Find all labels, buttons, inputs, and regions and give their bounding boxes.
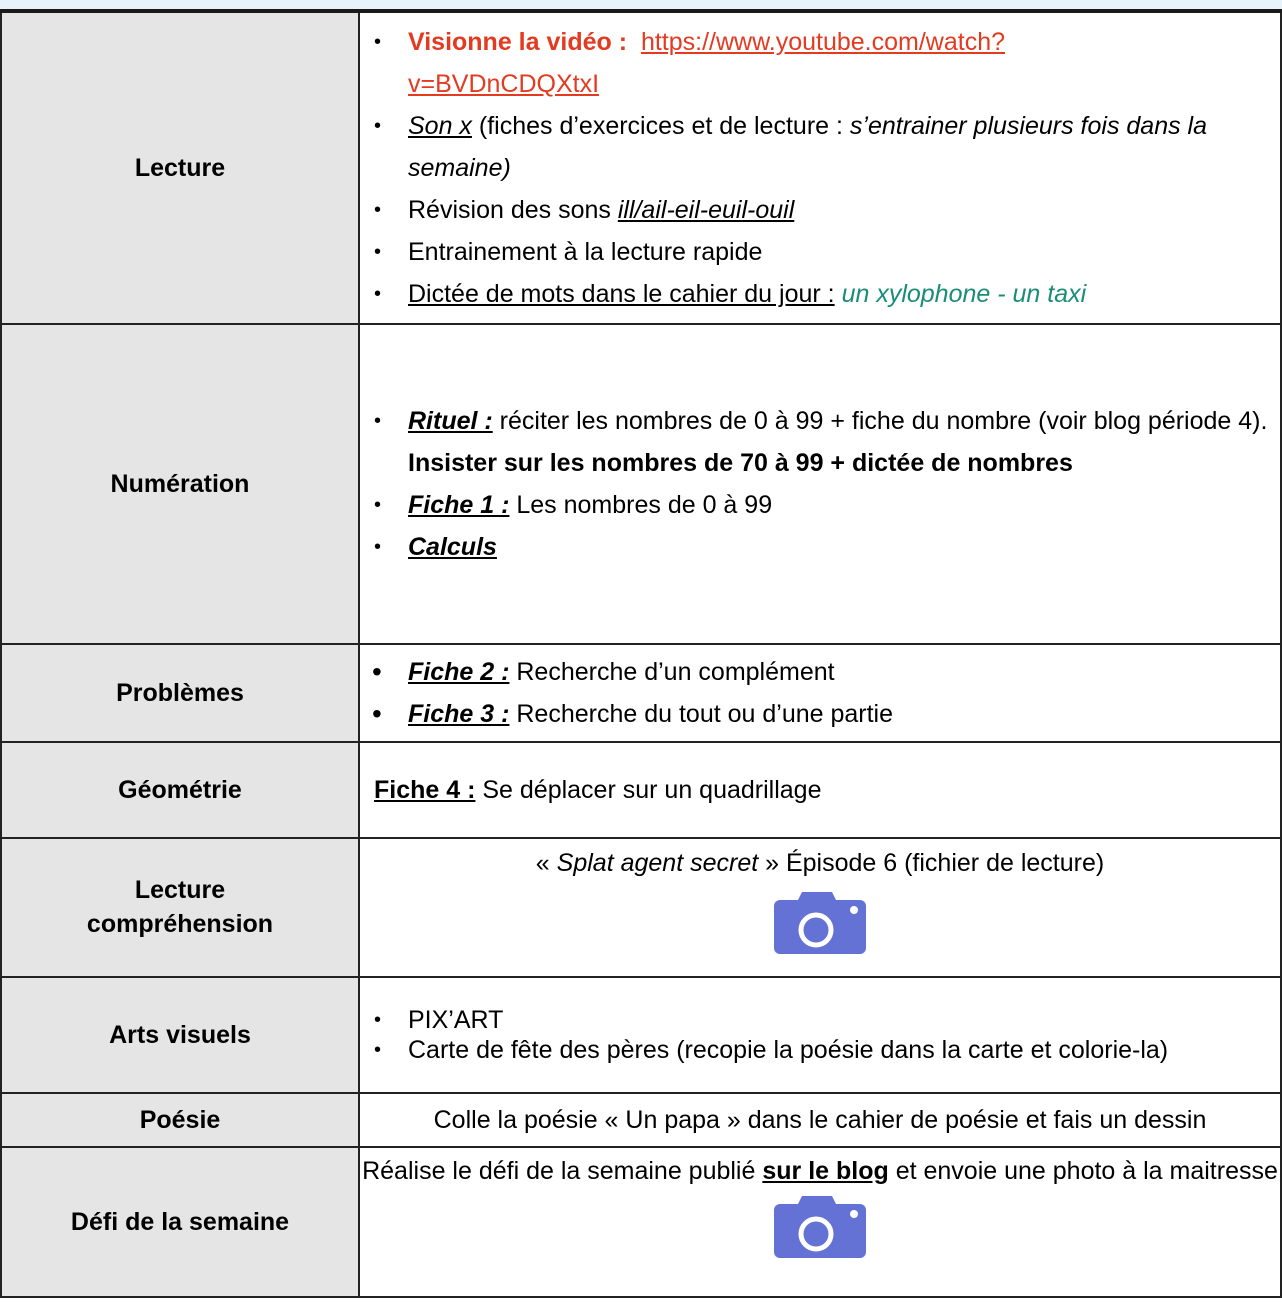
list-item: • Fiche 2 : Recherche d’un complément xyxy=(408,651,1270,693)
subject-numeration: Numération xyxy=(1,324,359,644)
row-defi xyxy=(1,1147,1281,1297)
row-comprehension xyxy=(1,838,1281,977)
calculs-label: Calculs xyxy=(408,532,497,561)
content-problemes xyxy=(359,644,1281,742)
rituel-label: Rituel : xyxy=(408,406,493,435)
fiche2-label: Fiche 2 : xyxy=(408,657,510,686)
subject-lecture: Lecture xyxy=(1,12,359,324)
list-item: • Fiche 3 : Recherche du tout ou d’une partie xyxy=(408,693,1270,735)
row-problemes xyxy=(1,644,1281,742)
fiche4-label: Fiche 4 : xyxy=(374,775,476,804)
subject-defi: Défi de la semaine xyxy=(1,1147,359,1297)
fiche1-label: Fiche 1 : xyxy=(408,490,510,519)
blog-link[interactable]: sur le blog xyxy=(762,1156,889,1185)
row-geometrie xyxy=(1,742,1281,838)
subject-comprehension: Lecture compréhension xyxy=(1,838,359,977)
row-arts xyxy=(1,977,1281,1093)
row-lecture xyxy=(1,12,1281,324)
video-link[interactable]: https://www.youtube.com/watch? v=BVDnCDQXtxI xyxy=(408,27,1006,98)
subject-poesie: Poésie xyxy=(1,1093,359,1147)
dictee-label: Dictée de mots dans le cahier du jour : xyxy=(408,279,835,308)
content-arts xyxy=(359,977,1281,1093)
list-item xyxy=(408,526,1270,568)
list-item: • PIX’ART xyxy=(408,1005,1270,1035)
content-defi: Réalise le défi de la semaine publié sur le blog et envoie une photo à la maitresse xyxy=(359,1147,1281,1297)
fiche3-label: Fiche 3 : xyxy=(408,699,510,728)
list-item: • Entrainement à la lecture rapide xyxy=(408,231,1270,273)
content-lecture xyxy=(359,12,1281,324)
list-item: • Fiche 1 : Les nombres de 0 à 99 xyxy=(408,484,1270,526)
video-label: Visionne la vidéo : xyxy=(408,27,628,56)
row-poesie xyxy=(1,1093,1281,1147)
row-numeration xyxy=(1,324,1281,644)
list-item: • Carte de fête des pères (recopie la poésie dans la carte et colorie-la) xyxy=(408,1035,1270,1065)
weekly-plan-table xyxy=(0,10,1282,1298)
content-numeration xyxy=(359,324,1281,644)
content-poesie: Colle la poésie « Un papa » dans le cahier de poésie et fais un dessin xyxy=(359,1093,1281,1147)
subject-geometrie: Géométrie xyxy=(1,742,359,838)
content-geometrie: Fiche 4 : Se déplacer sur un quadrillage xyxy=(359,742,1281,838)
dictee-words: un xylophone - un taxi xyxy=(834,279,1087,308)
list-item xyxy=(408,273,1270,315)
list-item xyxy=(408,21,1270,105)
sounds-list: ill/ail-eil-euil-ouil xyxy=(617,195,795,224)
camera-icon[interactable] xyxy=(772,888,868,956)
camera-icon[interactable] xyxy=(772,1192,868,1260)
son-x-label: Son x xyxy=(408,111,472,140)
subject-problemes: Problèmes xyxy=(1,644,359,742)
list-item: • Révision des sons ill/ail-eil-euil-ouil xyxy=(408,189,1270,231)
content-comprehension: « Splat agent secret » Épisode 6 (fichier de lecture) xyxy=(359,838,1281,977)
book-title: Splat agent secret xyxy=(556,848,759,877)
subject-arts: Arts visuels xyxy=(1,977,359,1093)
list-item: • Rituel : réciter les nombres de 0 à 99 + fiche du nombre (voir blog période 4). Insister sur les nombres de 70 à 99 + dictée de nombres xyxy=(408,400,1270,484)
list-item: • Son x (fiches d’exercices et de lecture : s’entrainer plusieurs fois dans la semaine) xyxy=(408,105,1270,189)
